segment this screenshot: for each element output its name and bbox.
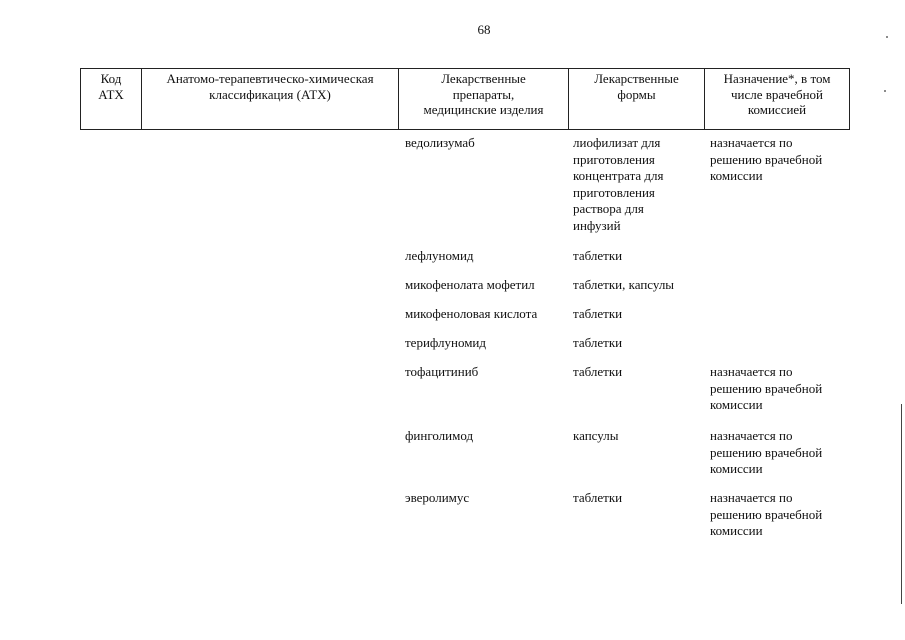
prescription-note: назначается по решению врачебной комиссии [710, 135, 823, 183]
dosage-form: лиофилизат для приготовления концентрата для приготовления раствора для инфузий [573, 135, 664, 233]
drug-name: микофенолата мофетил [405, 277, 535, 292]
header-atc-code: Код АТХ [81, 69, 142, 129]
dosage-form: таблетки, капсулы [573, 277, 675, 292]
header-drugs: Лекарственные препараты, медицинские изделия [399, 69, 569, 129]
scan-edge-line [901, 404, 902, 604]
page-number: 68 [477, 22, 491, 37]
drug-name: эверолимус [405, 490, 470, 505]
header-atc-classification: Анатомо-терапевтическо-химическая классификация (АТХ) [142, 69, 399, 129]
prescription-note: назначается по решению врачебной комиссии [710, 364, 823, 412]
drug-name: финголимод [405, 428, 474, 443]
drug-name: микофеноловая кислота [405, 306, 538, 321]
dosage-form: таблетки [573, 248, 623, 263]
table-header [80, 68, 850, 130]
scan-speck [886, 36, 888, 38]
header-dosage-forms: Лекарственные формы [569, 69, 705, 129]
dosage-form: капсулы [573, 428, 619, 443]
dosage-form: таблетки [573, 364, 623, 379]
drug-name: лефлуномид [405, 248, 474, 263]
prescription-note: назначается по решению врачебной комиссии [710, 428, 823, 476]
scan-speck [884, 90, 886, 92]
header-prescription: Назначение*, в том числе врачебной комиссией [723, 71, 831, 117]
dosage-form: таблетки [573, 306, 623, 321]
drug-name: ведолизумаб [405, 135, 475, 150]
drug-name: тофацитиниб [405, 364, 479, 379]
dosage-form: таблетки [573, 490, 623, 505]
drug-name: терифлуномид [405, 335, 487, 350]
dosage-form: таблетки [573, 335, 623, 350]
prescription-note: назначается по решению врачебной комиссии [710, 490, 823, 538]
